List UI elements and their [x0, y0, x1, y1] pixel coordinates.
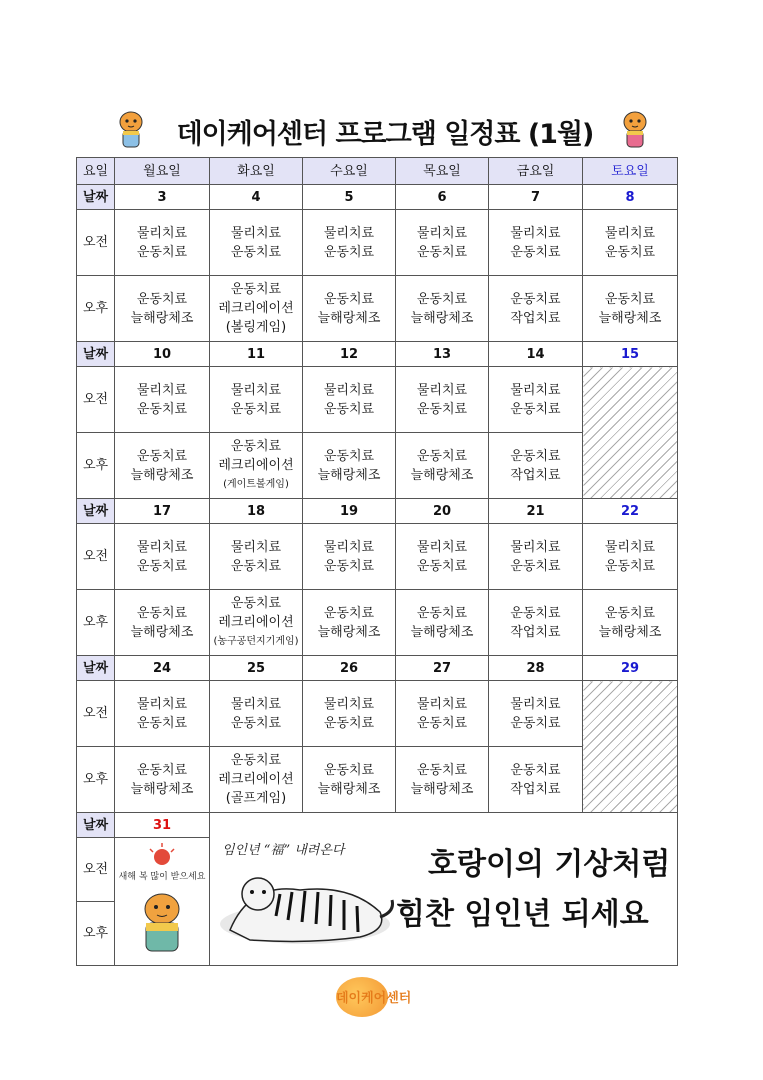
activity-line: 운동치료	[136, 558, 188, 574]
rising-sun-icon	[150, 843, 174, 865]
schedule-cell	[489, 210, 583, 276]
activity-line: 늘해랑체조	[130, 310, 194, 326]
activity-line: 운동치료	[510, 605, 561, 621]
date-cell: 18	[210, 499, 303, 524]
schedule-cell	[396, 433, 489, 499]
activity-line: 물리치료	[510, 382, 561, 398]
schedule-cell	[489, 590, 583, 656]
date-label: 날짜	[77, 813, 115, 838]
activity-line: 물리치료	[230, 382, 282, 398]
schedule-cell	[210, 524, 303, 590]
activity-line: 물리치료	[323, 225, 375, 241]
activity-line: 늘해랑체조	[130, 781, 194, 797]
schedule-cell	[489, 747, 583, 813]
activity-line: 운동치료	[323, 558, 375, 574]
activity-line: 늘해랑체조	[410, 467, 474, 483]
activity-line: 운동치료	[510, 291, 561, 307]
date-cell: 14	[489, 342, 583, 367]
schedule-cell	[396, 747, 489, 813]
activity-line: 운동치료	[323, 291, 375, 307]
schedule-cell	[396, 681, 489, 747]
activity-line: 운동치료	[230, 401, 282, 417]
schedule-cell	[115, 433, 210, 499]
logo-text: 데이케어센터	[336, 991, 412, 1006]
schedule-cell	[489, 433, 583, 499]
schedule-cell	[303, 276, 396, 342]
activity-line: 운동치료	[230, 753, 282, 768]
date-row	[77, 185, 678, 210]
activity-line: 운동치료	[323, 605, 375, 621]
date-cell: 22	[583, 499, 678, 524]
date-cell: 25	[210, 656, 303, 681]
am-label: 오전	[77, 681, 115, 747]
closed-cell	[583, 367, 678, 499]
activity-line: 늘해랑체조	[317, 781, 381, 797]
date-cell: 13	[396, 342, 489, 367]
pm-row	[77, 276, 678, 342]
activity-line: 운동치료	[510, 448, 561, 464]
activity-line: 늘해랑체조	[317, 310, 381, 326]
am-label: 오전	[77, 367, 115, 433]
schedule-cell	[303, 524, 396, 590]
schedule-cell	[303, 747, 396, 813]
activity-line: 물리치료	[230, 696, 282, 712]
page-title: 데이케어센터 프로그램 일정표 (1월)	[176, 119, 594, 150]
schedule-cell	[489, 276, 583, 342]
pm-label: 오후	[77, 902, 115, 966]
activity-line: 운동치료	[416, 401, 468, 417]
activity-line: 운동치료	[510, 762, 561, 778]
schedule-cell	[210, 210, 303, 276]
activity-line: 운동치료	[510, 401, 561, 417]
pm-label: 오후	[77, 433, 115, 499]
date-cell: 15	[583, 342, 678, 367]
pm-row	[77, 590, 678, 656]
activity-line: 운동치료	[323, 715, 375, 731]
schedule-cell	[210, 276, 303, 342]
date-cell: 29	[583, 656, 678, 681]
schedule-cell	[210, 433, 303, 499]
schedule-cell	[583, 276, 678, 342]
schedule-cell	[303, 367, 396, 433]
schedule-cell	[115, 590, 210, 656]
activity-line: (골프게임)	[225, 791, 287, 806]
activity-line: (볼링게임)	[225, 320, 287, 335]
activity-line: 늘해랑체조	[598, 310, 662, 326]
am-label: 오전	[77, 838, 115, 902]
schedule-cell	[303, 433, 396, 499]
tiger-mascot-icon	[620, 110, 650, 150]
activity-line: 운동치료	[136, 291, 188, 307]
closed-cell	[583, 681, 678, 813]
am-label: 오전	[77, 524, 115, 590]
pm-label: 오후	[77, 276, 115, 342]
schedule-cell	[115, 681, 210, 747]
day-header: 월요일	[115, 158, 210, 185]
activity-line: 운동치료	[136, 401, 188, 417]
schedule-cell	[396, 276, 489, 342]
schedule-cell	[115, 367, 210, 433]
date-cell: 20	[396, 499, 489, 524]
activity-line: 물리치료	[230, 225, 282, 241]
date-label: 날짜	[77, 656, 115, 681]
weekday-header-row	[77, 158, 678, 185]
activity-line: 물리치료	[136, 225, 188, 241]
date-cell: 28	[489, 656, 583, 681]
activity-line: 운동치료	[416, 605, 468, 621]
activity-line: 운동치료	[230, 715, 282, 731]
pm-label: 오후	[77, 590, 115, 656]
activity-line: 운동치료	[510, 558, 561, 574]
activity-line: 운동치료	[510, 244, 561, 260]
greeting-text: 새해 복 많이 받으세요	[118, 871, 206, 882]
schedule-cell	[489, 367, 583, 433]
activity-line: 물리치료	[510, 696, 561, 712]
activity-line: 운동치료	[323, 762, 375, 778]
activity-line: 작업치료	[510, 310, 561, 326]
schedule-cell	[583, 210, 678, 276]
banner-line1: 호랑이의 기상처럼	[428, 847, 671, 882]
activity-line: 운동치료	[323, 244, 375, 260]
schedule-cell	[396, 524, 489, 590]
activity-line: 레크리에이션	[218, 458, 294, 473]
schedule-cell	[303, 590, 396, 656]
date-cell: 19	[303, 499, 396, 524]
activity-line: (게이트볼게임)	[223, 479, 289, 490]
date-label: 날짜	[77, 342, 115, 367]
activity-line: 작업치료	[510, 624, 561, 640]
schedule-cell	[396, 210, 489, 276]
am-row	[77, 524, 678, 590]
activity-line: 운동치료	[510, 715, 561, 731]
activity-line: 운동치료	[416, 715, 468, 731]
schedule-cell	[210, 367, 303, 433]
activity-line: 운동치료	[323, 448, 375, 464]
activity-line: 물리치료	[416, 382, 468, 398]
activity-line: 늘해랑체조	[598, 624, 662, 640]
date-cell: 10	[115, 342, 210, 367]
weekday-label: 요일	[77, 158, 115, 185]
new-year-banner	[210, 812, 677, 965]
activity-line: 물리치료	[510, 539, 561, 555]
date-cell: 6	[396, 185, 489, 210]
date-cell: 3	[115, 185, 210, 210]
date-cell: 11	[210, 342, 303, 367]
activity-line: 운동치료	[416, 291, 468, 307]
activity-line: 운동치료	[416, 448, 468, 464]
date-row	[77, 342, 678, 367]
activity-line: 늘해랑체조	[410, 624, 474, 640]
activity-line: 물리치료	[416, 539, 468, 555]
date-cell: 4	[210, 185, 303, 210]
activity-line: 운동치료	[604, 558, 656, 574]
schedule-cell	[210, 590, 303, 656]
activity-line: 운동치료	[136, 762, 188, 778]
activity-line: 운동치료	[604, 244, 656, 260]
tiger-illustration	[220, 878, 393, 944]
schedule-cell	[210, 681, 303, 747]
date-cell: 31	[115, 813, 210, 838]
activity-line: 운동치료	[416, 558, 468, 574]
activity-line: 물리치료	[230, 539, 282, 555]
activity-line: 운동치료	[604, 291, 656, 307]
activity-line: 늘해랑체조	[317, 624, 381, 640]
am-row	[77, 367, 678, 433]
schedule-cell	[396, 590, 489, 656]
activity-line: 운동치료	[230, 244, 282, 260]
activity-line: 운동치료	[416, 244, 468, 260]
date-cell: 5	[303, 185, 396, 210]
schedule-cell	[583, 590, 678, 656]
activity-line: 늘해랑체조	[317, 467, 381, 483]
pm-label: 오후	[77, 747, 115, 813]
schedule-cell	[303, 681, 396, 747]
activity-line: 운동치료	[416, 762, 468, 778]
day-header: 토요일	[583, 158, 678, 185]
schedule-cell	[303, 210, 396, 276]
activity-line: 물리치료	[136, 382, 188, 398]
schedule-cell	[583, 524, 678, 590]
activity-line: 작업치료	[510, 467, 561, 483]
activity-line: 늘해랑체조	[130, 467, 194, 483]
am-row	[77, 210, 678, 276]
date-row	[77, 656, 678, 681]
date-cell: 7	[489, 185, 583, 210]
schedule-cell	[115, 210, 210, 276]
activity-line: 운동치료	[230, 596, 282, 611]
date-cell: 8	[583, 185, 678, 210]
date-cell: 24	[115, 656, 210, 681]
date-label: 날짜	[77, 185, 115, 210]
schedule-cell	[210, 747, 303, 813]
schedule-cell	[489, 681, 583, 747]
activity-line: 물리치료	[416, 225, 468, 241]
activity-line: 늘해랑체조	[410, 310, 474, 326]
activity-line: 운동치료	[230, 439, 282, 454]
activity-line: 물리치료	[604, 539, 656, 555]
activity-line: 물리치료	[416, 696, 468, 712]
am-label: 오전	[77, 210, 115, 276]
activity-line: 늘해랑체조	[130, 624, 194, 640]
greeting-tiger-art	[117, 839, 207, 959]
schedule-cell	[396, 367, 489, 433]
greeting-card	[115, 838, 210, 966]
date-cell: 12	[303, 342, 396, 367]
activity-line: 물리치료	[136, 696, 188, 712]
activity-line: 늘해랑체조	[410, 781, 474, 797]
schedule-cell	[115, 276, 210, 342]
activity-line: (농구공던지기게임)	[213, 636, 299, 647]
schedule-cell	[115, 747, 210, 813]
date-cell: 17	[115, 499, 210, 524]
activity-line: 운동치료	[136, 448, 188, 464]
daycare-logo	[328, 975, 432, 1015]
activity-line: 작업치료	[510, 781, 561, 797]
activity-line: 운동치료	[136, 605, 188, 621]
activity-line: 물리치료	[323, 696, 375, 712]
schedule-cell	[489, 524, 583, 590]
title-row	[0, 108, 763, 154]
activity-line: 운동치료	[136, 244, 188, 260]
banner-art	[210, 812, 677, 965]
banner-line2: 힘찬 임인년 되세요	[396, 897, 649, 932]
activity-line: 레크리에이션	[218, 301, 294, 316]
activity-line: 물리치료	[136, 539, 188, 555]
date-cell: 26	[303, 656, 396, 681]
day-header: 수요일	[303, 158, 396, 185]
activity-line: 물리치료	[323, 382, 375, 398]
am-row	[77, 681, 678, 747]
date-label: 날짜	[77, 499, 115, 524]
activity-line: 운동치료	[230, 558, 282, 574]
day-header: 금요일	[489, 158, 583, 185]
date-cell: 21	[489, 499, 583, 524]
activity-line: 물리치료	[604, 225, 656, 241]
date-row	[77, 499, 678, 524]
activity-line: 운동치료	[604, 605, 656, 621]
activity-line: 물리치료	[510, 225, 561, 241]
day-header: 목요일	[396, 158, 489, 185]
activity-line: 레크리에이션	[218, 772, 294, 787]
banner-small-text: 임인년 “福” 내려온다	[222, 843, 345, 858]
activity-line: 물리치료	[323, 539, 375, 555]
tiger-mascot-icon	[116, 110, 146, 150]
activity-line: 운동치료	[136, 715, 188, 731]
activity-line: 운동치료	[323, 401, 375, 417]
activity-line: 운동치료	[230, 282, 282, 297]
activity-line: 레크리에이션	[218, 615, 294, 630]
date-cell: 27	[396, 656, 489, 681]
schedule-cell	[115, 524, 210, 590]
day-header: 화요일	[210, 158, 303, 185]
